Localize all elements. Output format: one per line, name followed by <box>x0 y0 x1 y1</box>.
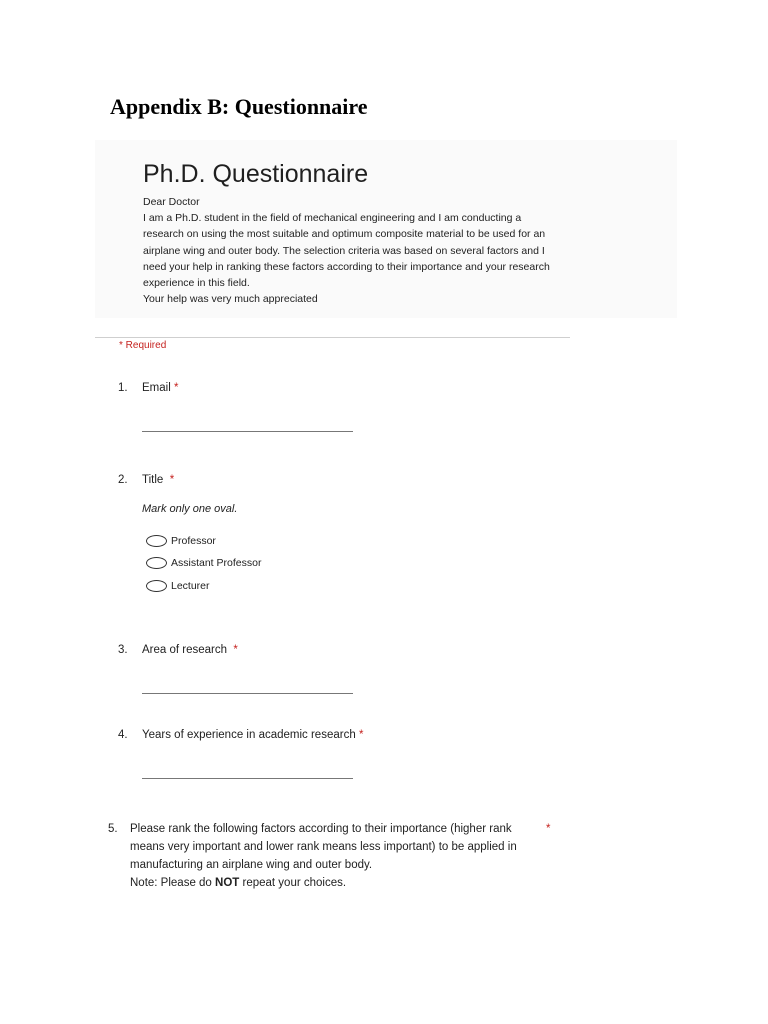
option-label: Lecturer <box>171 580 210 592</box>
question-number: 4. <box>118 729 128 741</box>
intro-line: airplane wing and outer body. The selection criteria was based on several factors and I <box>143 244 545 257</box>
question-text-line: Please rank the following factors according to their importance (higher rank <box>130 823 512 835</box>
option-label: Professor <box>171 535 216 547</box>
radio-option-professor[interactable] <box>146 534 216 548</box>
intro-line: experience in this field. <box>143 277 250 290</box>
form-title: Ph.D. Questionnaire <box>143 160 369 188</box>
question-label: Email <box>142 382 171 394</box>
title-instruction: Mark only one oval. <box>142 503 238 515</box>
required-asterisk: * <box>173 382 179 394</box>
radio-oval-icon[interactable] <box>146 580 167 592</box>
option-label: Assistant Professor <box>171 557 262 569</box>
appendix-title: Appendix B: Questionnaire <box>110 94 368 119</box>
question-note: Note: Please do NOT repeat your choices. <box>130 877 347 889</box>
header-divider <box>95 337 570 338</box>
question-text-line: means very important and lower rank means less important) to be applied in <box>130 841 517 853</box>
question-label: Years of experience in academic research <box>142 729 356 741</box>
radio-option-assistant-professor[interactable] <box>146 556 261 570</box>
question-text-line: manufacturing an airplane wing and outer body. <box>130 859 373 871</box>
form-description <box>143 194 593 307</box>
required-asterisk: * <box>233 644 238 656</box>
required-asterisk: * <box>546 823 551 835</box>
question-number: 1. <box>118 382 128 394</box>
intro-line: I am a Ph.D. student in the field of mechanical engineering and I am conducting a <box>143 212 522 225</box>
question-label: Area of research <box>142 644 228 656</box>
required-asterisk: * <box>358 729 364 741</box>
radio-oval-icon[interactable] <box>146 557 167 569</box>
intro-line: need your help in ranking these factors according to their importance and your research <box>143 260 550 273</box>
area-of-research-field[interactable] <box>142 693 353 694</box>
email-field[interactable] <box>142 431 353 432</box>
required-asterisk: * <box>169 474 175 486</box>
question-number: 5. <box>108 823 118 835</box>
intro-line: research on using the most suitable and optimum composite material to be used for an <box>143 228 546 241</box>
years-of-experience-field[interactable] <box>142 778 353 779</box>
intro-line: Your help was very much appreciated <box>143 293 318 306</box>
question-number: 3. <box>118 644 128 656</box>
required-note: * Required <box>119 340 167 351</box>
radio-oval-icon[interactable] <box>146 535 167 547</box>
question-label: Title <box>142 474 164 486</box>
question-number: 2. <box>118 474 128 486</box>
intro-line: Dear Doctor <box>143 196 200 208</box>
note-emphasis: NOT <box>215 877 240 889</box>
radio-option-lecturer[interactable] <box>146 579 210 593</box>
